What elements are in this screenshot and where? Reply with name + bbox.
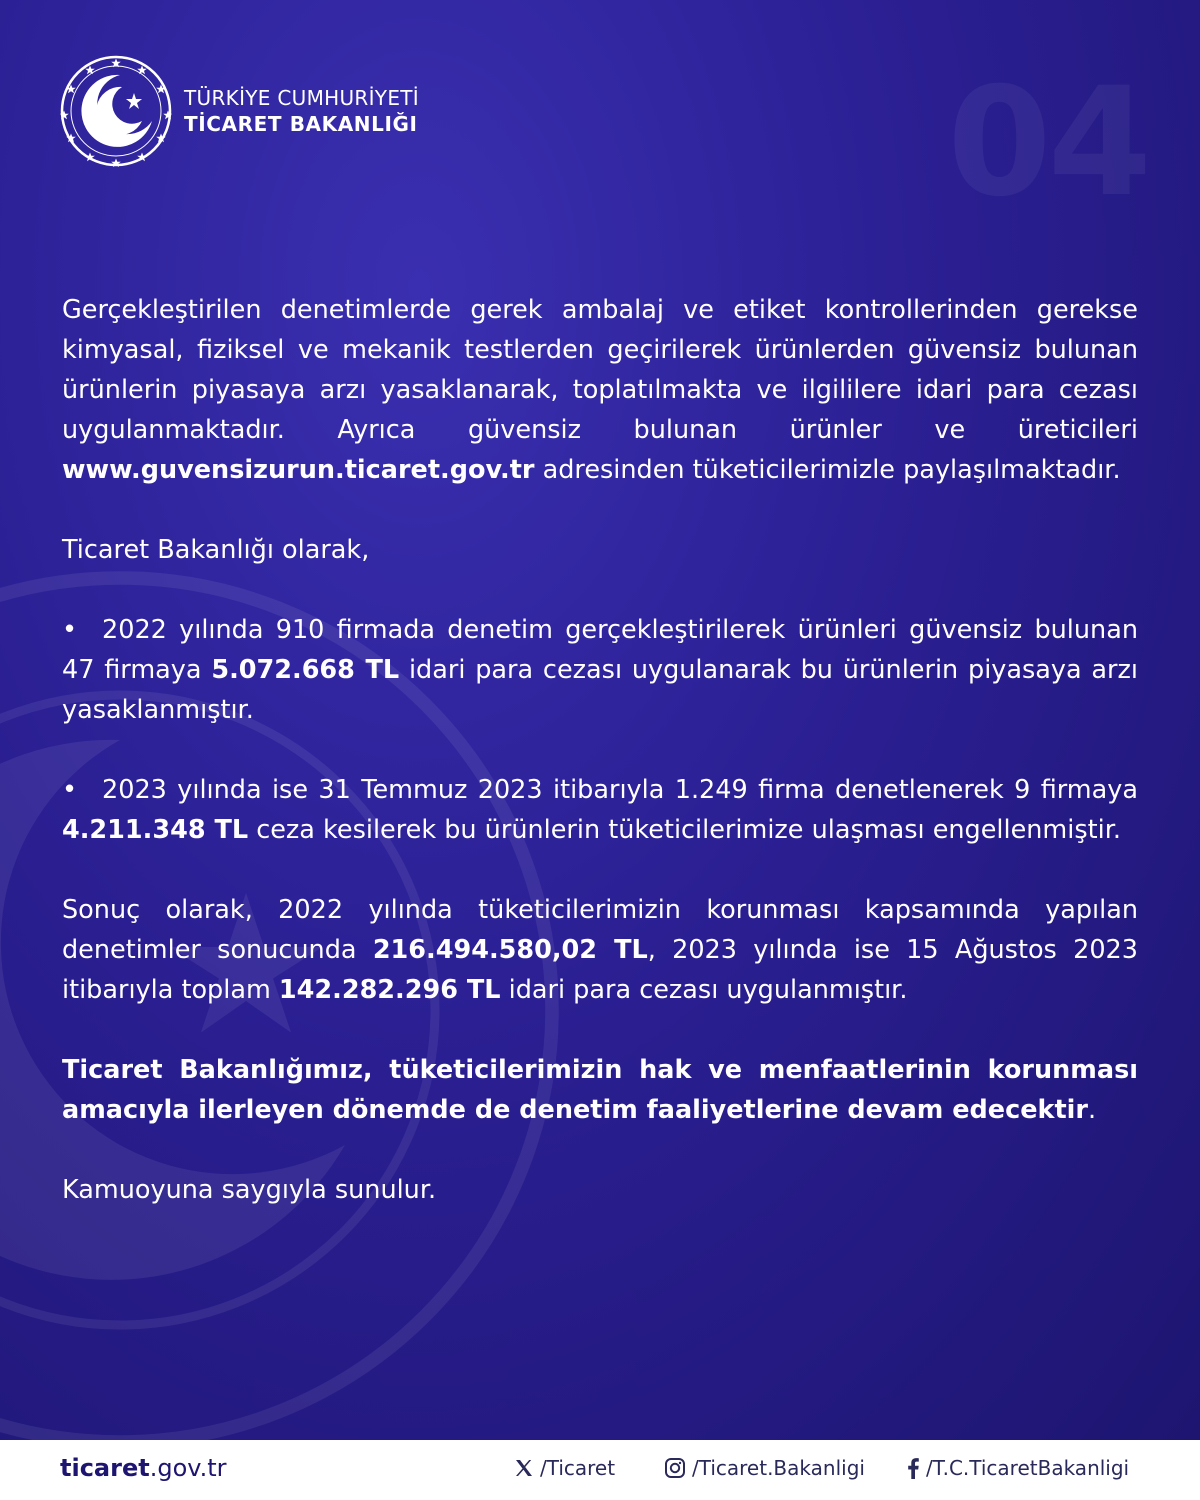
footer <box>0 1440 1200 1500</box>
fine-amount-2023: 4.211.348 TL <box>62 815 249 845</box>
statement-body <box>62 290 1138 1210</box>
social-x-handle: /Ticaret <box>540 1456 616 1480</box>
bullet-2022-tail: idari para cezası uygulanarak bu ürünlerin piyasaya arzı yasaklanmıştır. <box>62 655 1139 725</box>
bullet-icon: • <box>62 615 78 645</box>
result-tail: idari para cezası uygulanmıştır. <box>508 975 908 1005</box>
instagram-icon <box>664 1457 686 1479</box>
paragraph-inspections <box>62 290 1138 490</box>
bullet-2023 <box>62 770 1138 850</box>
ministry-logo <box>60 55 419 167</box>
facebook-icon <box>906 1457 920 1479</box>
paragraph-inspections-text: Gerçekleştirilen denetimlerde gerek ambalaj ve etiket kontrollerinden gerekse kimyasal, fiziksel ve mekanik testlerden geçirilerek ürünlerden güvensiz bulunan ürünlerin piyasaya arzı yasaklanarak, toplatılmakta ve ilgililere idari para cezası uygulanmaktadır. Ayrıca güvensiz bulunan ürünler ve üreticileri <box>62 295 1138 445</box>
paragraph-intro: Ticaret Bakanlığı olarak, <box>62 535 370 565</box>
result-text: Sonuç olarak, 2022 yılında tüketicilerimizin korunması kapsamında yapılan denetimler sonucunda <box>62 895 1138 965</box>
paragraph-closing <box>62 1050 1138 1130</box>
fine-amount-2022: 5.072.668 TL <box>211 655 400 685</box>
social-facebook-link[interactable] <box>906 1456 1129 1480</box>
unsafe-products-link[interactable]: www.guvensizurun.ticaret.gov.tr <box>62 455 535 485</box>
ministry-emblem-icon <box>60 55 172 167</box>
total-fine-2022: 216.494.580,02 TL <box>372 935 648 965</box>
signoff: Kamuoyuna saygıyla sunulur. <box>62 1175 437 1205</box>
social-x-link[interactable] <box>514 1456 615 1480</box>
paragraph-result <box>62 890 1138 1010</box>
bullet-2022 <box>62 610 1138 730</box>
result-mid-text: , 2023 yılında ise 15 Ağustos 2023 itibarıyla toplam <box>62 935 1138 1005</box>
bullet-2022-text: 2022 yılında 910 firmada denetim gerçekleştirilerek ürünleri güvensiz bulunan 47 firmaya <box>62 615 1138 685</box>
social-instagram-handle: /Ticaret.Bakanligi <box>692 1456 865 1480</box>
website-link[interactable] <box>60 1454 227 1482</box>
total-fine-2023: 142.282.296 TL <box>278 975 501 1005</box>
social-instagram-link[interactable] <box>664 1456 865 1480</box>
closing-dot: . <box>1087 1095 1097 1125</box>
page-number: 04 <box>947 56 1148 230</box>
bullet-2023-tail: ceza kesilerek bu ürünlerin tüketicilerimize ulaşması engellenmiştir. <box>256 815 1121 845</box>
closing-text: Ticaret Bakanlığımız, tüketicilerimizin hak ve menfaatlerinin korunması amacıyla ilerleyen dönemde de denetim faaliyetlerine devam edecektir <box>62 1055 1138 1125</box>
website-bold: ticaret <box>60 1454 150 1482</box>
bullet-icon: • <box>62 775 78 805</box>
social-facebook-handle: /T.C.TicaretBakanligi <box>926 1456 1130 1480</box>
x-icon <box>514 1458 534 1478</box>
logo-line-2: TİCARET BAKANLIĞI <box>184 112 418 136</box>
bullet-2023-text: 2023 yılında ise 31 Temmuz 2023 itibarıyla 1.249 firma denetlenerek 9 firmaya <box>102 775 1138 805</box>
logo-line-1: TÜRKİYE CUMHURİYETİ <box>184 86 419 110</box>
website-rest: .gov.tr <box>149 1454 227 1482</box>
paragraph-inspections-tail: adresinden tüketicilerimizle paylaşılmaktadır. <box>542 455 1121 485</box>
